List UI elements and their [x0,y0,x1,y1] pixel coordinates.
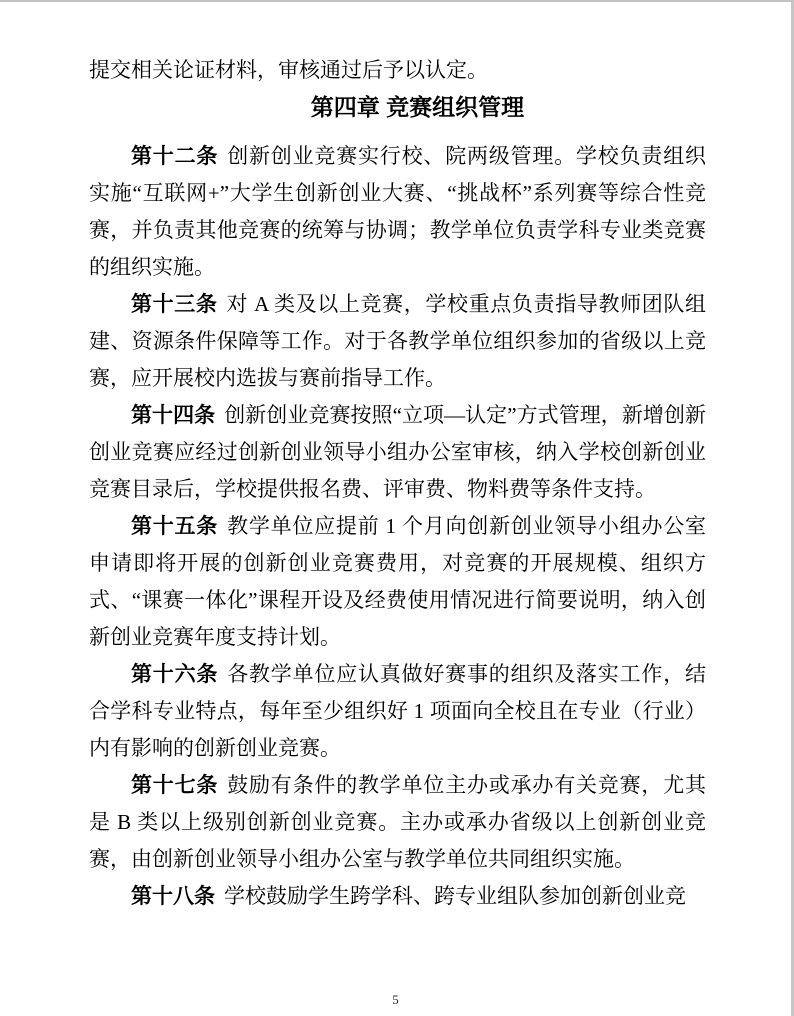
article-label: 第十五条 [131,514,219,538]
article-paragraph: 第十六条 各教学单位应认真做好赛事的组织及落实工作，结合学科专业特点，每年至少组织好 1 项面向全校且在专业（行业）内有影响的创新创业竞赛。 [89,662,707,760]
article-paragraph: 第十七条 鼓励有条件的教学单位主办或承办有关竞赛，尤其是 B 类以上级别创新创业竞赛。主办或承办省级以上创新创业竞赛，由创新创业领导小组办公室与教学单位共同组织实施。 [89,773,707,871]
article-paragraph: 第十八条 学校鼓励学生跨学科、跨专业组队参加创新创业竞 [131,884,686,908]
page-number: 5 [392,992,399,1007]
paragraph-continuation: 提交相关论证材料，审核通过后予以认定。 [89,58,488,82]
article-paragraph: 第十五条 教学单位应提前 1 个月向创新创业领导小组办公室申请即将开展的创新创业竞赛费用，对竞赛的开展规模、组织方式、“课赛一体化”课程开设及经费使用情况进行简要说明，纳入创新创业竞赛年度支持计划。 [89,514,706,649]
page-content [89,52,706,915]
article-label: 第十二条 [131,144,219,168]
article-label: 第十三条 [131,292,218,316]
article-paragraph: 第十二条 创新创业竞赛实行校、院两级管理。学校负责组织实施“互联网+”大学生创新创业大赛、“挑战杯”系列赛等综合性竞赛，并负责其他竞赛的统筹与协调；教学单位负责学科专业类竞赛的组织实施。 [89,144,707,279]
chapter-heading: 第四章 竞赛组织管理 [310,94,525,120]
article-paragraph: 第十四条 创新创业竞赛按照“立项—认定”方式管理，新增创新创业竞赛应经过创新创业领导小组办公室审核，纳入学校创新创业竞赛目录后，学校提供报名费、评审费、物料费等条件支持。 [89,403,707,501]
article-label: 第十七条 [131,773,219,797]
article-label: 第十八条 [131,884,215,908]
article-label: 第十四条 [131,403,216,427]
articles [89,138,706,915]
article-paragraph: 第十三条 对 A 类及以上竞赛，学校重点负责指导教师团队组建、资源条件保障等工作。对于各教学单位组织参加的省级以上竞赛，应开展校内选拔与赛前指导工作。 [89,292,707,390]
article-label: 第十六条 [131,662,219,686]
